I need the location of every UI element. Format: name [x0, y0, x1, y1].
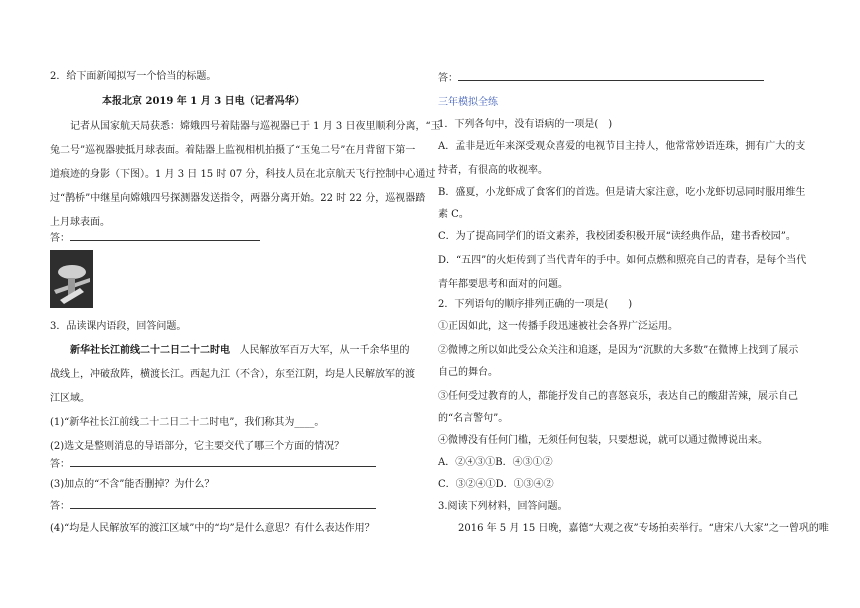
q3-text-first: 人民解放军百万大军，从一千余华里的	[239, 345, 410, 356]
q3-paragraph-line-3: 江区域。	[50, 393, 90, 404]
q1-option-c: C．为了提高同学们的语文素养，我校团委积极开展“读经典作品，建书香校园”。	[438, 231, 796, 242]
q3-item-3-answer[interactable]	[50, 498, 376, 513]
answer-label: 答：	[50, 459, 70, 470]
q2-prompt: 2．给下面新闻拟写一个恰当的标题。	[50, 71, 217, 82]
q1-option-a-line-1: A．孟非是近年来深受观众喜爱的电视节目主持人，他常常妙语连珠，拥有广大的支	[438, 141, 806, 152]
q2-news-line-3: 道痕迹的身影（下图）。1 月 3 日 15 时 07 分，科技人员在北京航天飞行控制中心通过	[50, 169, 436, 180]
q2-options-cd: C．③②④①D．①③④②	[438, 479, 554, 490]
q2-prompt-right: 2．下列语句的顺序排列正确的一项是( )	[438, 299, 633, 310]
q3-prompt: 3．品读课内语段，回答问题。	[50, 321, 187, 332]
q1-option-d-line-1: D．“五四”的火炬传到了当代青年的手中。如何点燃和照亮自己的青春，是每个当代	[438, 255, 807, 266]
q2-item-1: ①正因如此，这一传播手段迅速被社会各界广泛运用。	[438, 321, 678, 332]
q3-item-1: (1)“新华社长江前线二十二日二十二时电”，我们称其为____。	[50, 417, 325, 428]
q3-paragraph-line-2: 战线上，冲破敌阵，横渡长江。西起九江（不含），东至江阴，均是人民解放军的渡	[50, 369, 415, 380]
q2-item-2-line-1: ②微博之所以如此受公众关注和追逐，是因为“沉默的大多数”在微博上找到了展示	[438, 345, 799, 356]
q3-item-3: (3)加点的“不含”能否删掉？为什么？	[50, 479, 215, 490]
answer-label: 答：	[50, 501, 70, 512]
q2-answer[interactable]	[50, 230, 260, 245]
q3-item-2-answer[interactable]	[50, 456, 376, 471]
q2-item-4: ④微博没有任何门槛，无须任何包装，只要想说，就可以通过微博说出来。	[438, 435, 768, 446]
answer-blank-line[interactable]	[70, 230, 260, 241]
answer-blank-line[interactable]	[458, 70, 764, 81]
answer-label: 答：	[438, 73, 458, 84]
q3-prompt-right: 3.阅读下列材料，回答问题。	[438, 501, 568, 512]
q2-news-line-4: 过“鹊桥”中继星向嫦娥四号探测器发送指令，两器分离开始。22 时 22 分，巡视器踏	[50, 193, 426, 204]
q2-item-3-line-2: 的“名言警句”。	[438, 413, 509, 424]
q3-paragraph-line-1	[50, 344, 410, 357]
q1-prompt: 1．下列各句中，没有语病的一项是( )	[438, 119, 613, 130]
q2-dateline: 本报北京 2019 年 1 月 3 日电（记者冯华）	[102, 96, 305, 107]
q2-news-line-2: 兔二号”巡视器驶抵月球表面。着陆器上监视相机拍摄了“玉兔二号”在月背留下第一	[50, 145, 416, 156]
q2-item-2-line-2: 自己的舞台。	[438, 367, 498, 378]
q1-option-b-line-2: 素 C。	[438, 209, 469, 220]
q2-options-ab: A．②④③①B．④③①②	[438, 457, 553, 468]
section-title: 三年模拟全练	[438, 97, 498, 108]
q2-news-line-1: 记者从国家航天局获悉：嫦娥四号着陆器与巡视器已于 1 月 3 日夜里顺利分离，“玉	[70, 121, 441, 132]
q3-text-right: 2016 年 5 月 15 日晚，嘉德“大观之夜”专场拍卖举行。“唐宋八大家”之一曾巩的唯	[458, 523, 829, 534]
moon-rover-photo	[50, 250, 93, 308]
answer-label: 答：	[50, 233, 70, 244]
moon-rover-image-icon	[50, 250, 93, 308]
q3-headline: 新华社长江前线二十二日二十二时电	[70, 345, 230, 356]
q3-item-2: (2)选文是整则消息的导语部分，它主要交代了哪三个方面的情况？	[50, 441, 345, 452]
q1-option-d-line-2: 青年都要思考和面对的问题。	[438, 279, 568, 290]
q3-item-4: (4)“均是人民解放军的渡江区域”中的“均”是什么意思？有什么表达作用？	[50, 523, 375, 534]
q1-option-b-line-1: B．盛夏，小龙虾成了食客们的首选。但是请大家注意，吃小龙虾切忌同时服用维生	[438, 187, 806, 198]
q2-item-3-line-1: ③任何受过教育的人，都能抒发自己的喜怒哀乐，表达自己的酸甜苦辣，展示自己	[438, 391, 798, 402]
answer-blank-line[interactable]	[70, 498, 376, 509]
answer-blank-line[interactable]	[70, 456, 376, 467]
right-answer[interactable]	[438, 70, 764, 85]
q1-option-a-line-2: 持者，有很高的收视率。	[438, 165, 548, 176]
q2-news-line-5: 上月球表面。	[50, 217, 110, 228]
